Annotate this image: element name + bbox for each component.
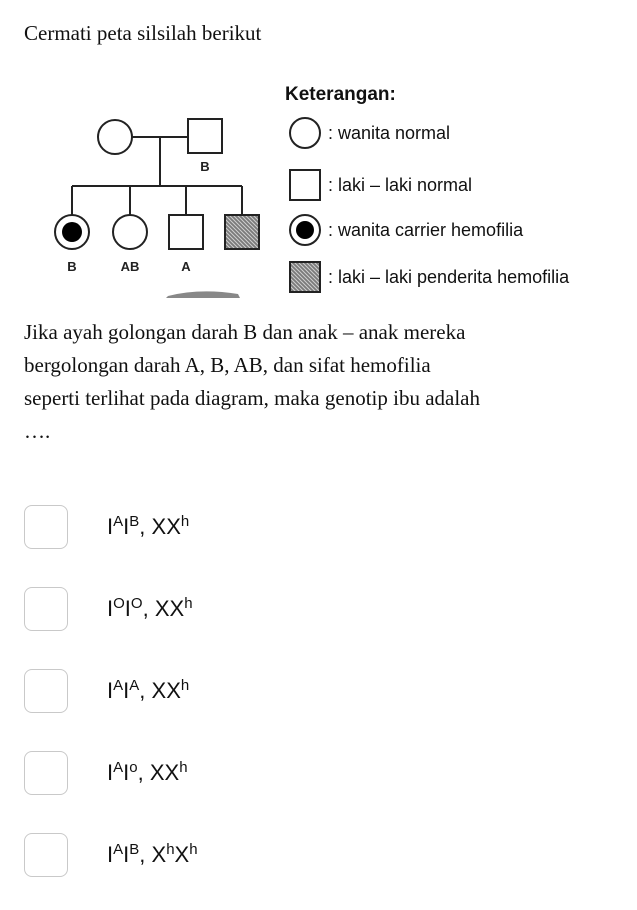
child-1-blood-label: B	[67, 259, 77, 274]
legend-item-normal-female	[288, 116, 450, 150]
legend-title: Keterangan:	[285, 84, 396, 105]
legend-item-hemophilia-male	[288, 260, 569, 294]
child-normal-daughter	[113, 215, 147, 249]
option-checkbox[interactable]	[24, 505, 68, 549]
option-label: $I^AI^B$, $XX^h$	[107, 513, 190, 539]
child-3-blood-label: A	[181, 259, 191, 274]
child-hemophilia-son	[225, 215, 259, 249]
child-carrier-daughter	[55, 215, 89, 249]
option-checkbox[interactable]	[24, 669, 68, 713]
option-label: $I^OI^O$, $XX^h$	[107, 595, 193, 621]
answer-option[interactable]	[24, 750, 614, 796]
option-label: $I^AI^B$, $X^hX^h$	[107, 841, 198, 867]
legend-item-normal-male	[288, 168, 472, 202]
option-label: $I^AI^A$, $XX^h$	[107, 677, 190, 703]
child-2-blood-label: AB	[120, 259, 140, 274]
child-normal-son	[169, 215, 203, 249]
father-blood-label: B	[200, 159, 210, 174]
answer-option[interactable]	[24, 586, 614, 632]
option-checkbox[interactable]	[24, 587, 68, 631]
option-label: $I^AI^o$, $XX^h$	[107, 759, 188, 785]
option-checkbox[interactable]	[24, 751, 68, 795]
legend-label: : laki – laki normal	[328, 174, 473, 195]
option-checkbox[interactable]	[24, 833, 68, 877]
legend-label: : laki – laki penderita hemofilia	[328, 266, 570, 287]
square-open-icon	[288, 168, 326, 202]
question-text: Jika ayah golongan darah B dan anak – anak mereka bergolongan darah A, B, AB, dan sifat hemofilia seperti terlihat pada diagram, maka genotip ibu adalah ….	[24, 320, 480, 443]
square-hatched-icon	[288, 260, 326, 294]
answer-option[interactable]	[24, 832, 614, 878]
circle-open-icon	[288, 116, 326, 150]
prompt-title: Cermati peta silsilah berikut	[24, 21, 262, 45]
mother-symbol	[98, 120, 132, 154]
answer-option[interactable]	[24, 668, 614, 714]
legend-label: : wanita normal	[328, 122, 451, 143]
pedigree-diagram	[50, 108, 275, 298]
legend-item-carrier-female	[288, 213, 523, 247]
legend-label: : wanita carrier hemofilia	[328, 219, 524, 240]
father-symbol	[188, 119, 222, 153]
answer-option[interactable]	[24, 504, 614, 550]
circle-dot-icon	[288, 213, 326, 247]
cropped-smudge	[166, 291, 240, 298]
